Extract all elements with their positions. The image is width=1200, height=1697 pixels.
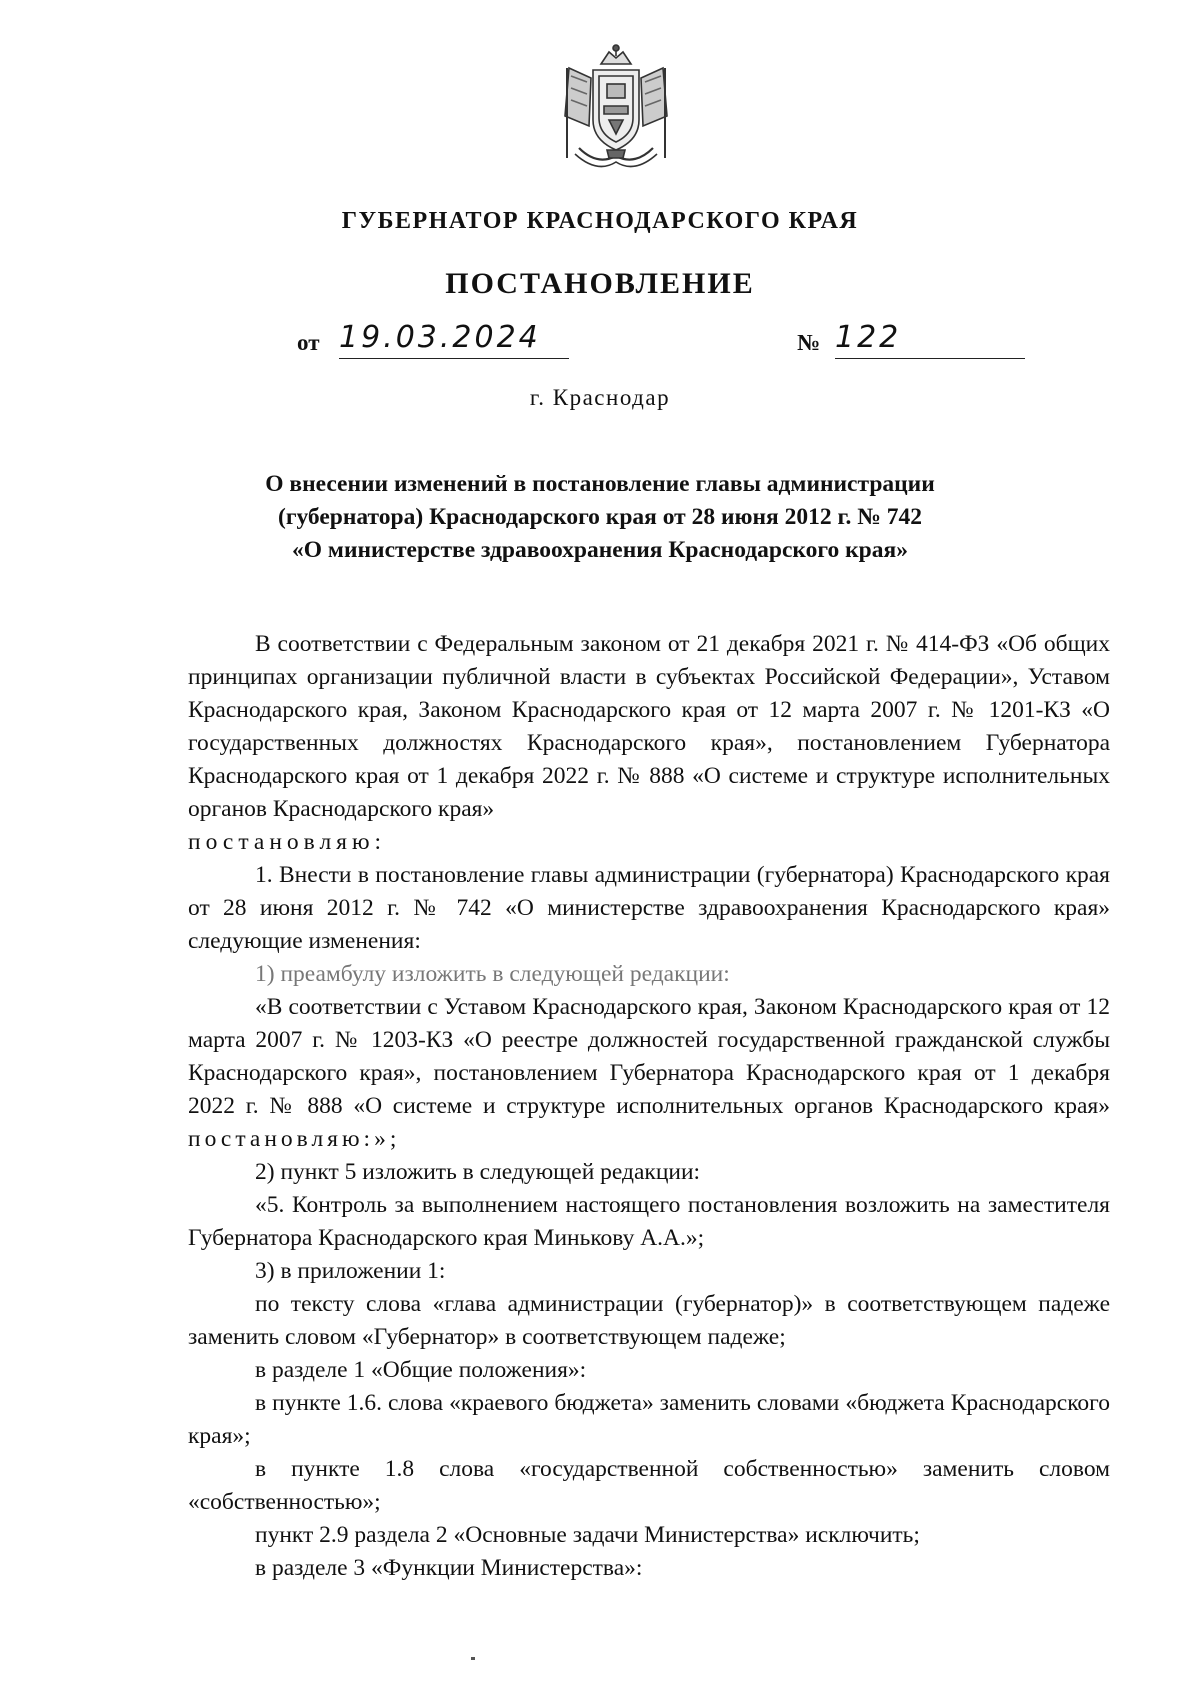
title-line-1: О внесении изменений в постановление главы администрации: [265, 471, 935, 497]
city: г. Краснодар: [529, 385, 671, 410]
paragraph-decree-word: постановляю:: [188, 829, 387, 855]
number-value: 122: [835, 320, 1025, 359]
paragraph-point-1-6: в пункте 1.6. слова «краевого бюджета» заменить словами «бюджета Краснодарского края»;: [188, 1390, 1110, 1449]
paragraph-preamble: В соответствии с Федеральным законом от 21 декабря 2021 г. № 414-ФЗ «Об общих принципах организации публичной власти в субъектах Российской Федерации», Уставом Краснодарского края, Законом Краснодарского края от 12 марта 2007 г. № 1201-КЗ «О государственных должностях Краснодарского края», постановлением Губернатора Краснодарского края от 1 декабря 2022 г. № 888 «О системе и структуре исполнительных органов Краснодарского края»: [188, 631, 1110, 822]
paragraph-subitem-3: 3) в приложении 1:: [255, 1258, 446, 1284]
paragraph-replace-words: по тексту слова «глава администрации (губернатор)» в соответствующем падеже заменить словом «Губернатор» в соответствующем падеже;: [188, 1291, 1110, 1350]
paragraph-subitem-2: 2) пункт 5 изложить в следующей редакции:: [255, 1159, 701, 1185]
date-value: 19.03.2024: [339, 320, 569, 359]
new-preamble-text: «В соответствии с Уставом Краснодарского края, Законом Краснодарского края от 12 марта 2007 г. № 1203-КЗ «О реестре должностей государственной гражданской службы Краснодарского края», постановлением Губернатора Краснодарского края от 1 декабря 2022 г. № 888 «О системе и структуре исполнительных органов Краснодарского края»: [188, 994, 1110, 1119]
document-title: [0, 468, 1200, 567]
issuing-authority: ГУБЕРНАТОР КРАСНОДАРСКОГО КРАЯ: [341, 208, 859, 234]
number-label: №: [797, 330, 821, 355]
paragraph-section-3: в разделе 3 «Функции Министерства»:: [255, 1555, 643, 1581]
paragraph-item-1: 1. Внести в постановление главы администрации (губернатора) Краснодарского края от 28 июня 2012 г. № 742 «О министерстве здравоохранения Краснодарского края» следующие изменения:: [188, 862, 1110, 954]
scan-speck: [471, 1657, 475, 1660]
document-body: [188, 628, 1110, 1585]
coat-of-arms-icon: [557, 42, 675, 174]
paragraph-point-1-8: в пункте 1.8 слова «государственной собственностью» заменить словом «собственностью»;: [188, 1456, 1110, 1515]
paragraph-new-item-5: «5. Контроль за выполнением настоящего постановления возложить на заместителя Губернатора Краснодарского края Минькову А.А.»;: [188, 1192, 1110, 1251]
paragraph-subitem-1: 1) преамбулу изложить в следующей редакции:: [255, 961, 730, 987]
date-field: [297, 320, 541, 356]
title-line-3: «О министерстве здравоохранения Краснодарского края»: [292, 537, 908, 563]
paragraph-section-1: в разделе 1 «Общие положения»:: [255, 1357, 587, 1383]
new-preamble-decree-word: постановляю:»;: [188, 1126, 401, 1152]
date-label: от: [297, 330, 320, 355]
document-type: ПОСТАНОВЛЕНИЕ: [445, 267, 755, 300]
number-field: [797, 320, 902, 356]
title-line-2: (губернатора) Краснодарского края от 28 июня 2012 г. № 742: [278, 504, 922, 530]
paragraph-new-preamble: [188, 991, 1110, 1156]
paragraph-point-2-9: пункт 2.9 раздела 2 «Основные задачи Министерства» исключить;: [255, 1522, 920, 1548]
